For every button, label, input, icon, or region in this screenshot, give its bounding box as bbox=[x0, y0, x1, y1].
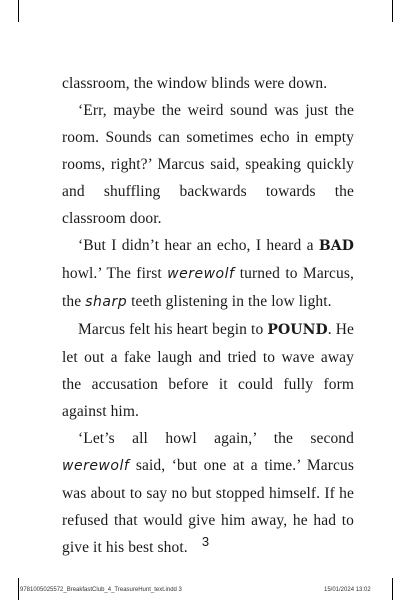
text-run: Marcus felt his heart begin to bbox=[78, 321, 268, 338]
crop-mark-bottom-right bbox=[392, 578, 393, 600]
text-run: said, ‘but one at a time.’ Marcus was about to say no but stopped himself. If he refused that would give him away, he had to give it his best shot. bbox=[62, 457, 354, 556]
crop-mark-top-left bbox=[18, 0, 19, 22]
text-run: howl.’ The first bbox=[62, 265, 168, 282]
text-run: . He let out a fake laugh and tried to wave away the accusation before it could fully form against him. bbox=[62, 321, 354, 420]
body-text bbox=[62, 70, 354, 561]
crop-mark-bottom-left bbox=[18, 578, 19, 600]
paragraph bbox=[62, 232, 354, 316]
crop-mark-top-right bbox=[392, 0, 393, 22]
slug-date-time: 15/01/2024 13:02 bbox=[324, 587, 371, 593]
emphasis-stylized: werewolf bbox=[167, 266, 235, 282]
text-run: turned to Marcus, the bbox=[62, 265, 354, 310]
paragraph bbox=[62, 70, 354, 97]
text-run: ‘Let’s all howl again,’ the second bbox=[78, 430, 354, 447]
paragraph bbox=[62, 97, 354, 232]
text-run: teeth glistening in the low light. bbox=[127, 293, 332, 310]
emphasis-stylized: sharp bbox=[85, 294, 128, 310]
text-run: ‘Err, maybe the weird sound was just the room. Sounds can sometimes echo in empty rooms, right?’ Marcus said, speaking quickly and shuffling backwards towards the classroom door. bbox=[62, 102, 354, 227]
page-number: 3 bbox=[201, 534, 210, 549]
emphasis-bold: BAD bbox=[318, 238, 354, 254]
text-run: classroom, the window blinds were down. bbox=[62, 75, 328, 92]
paragraph bbox=[62, 316, 354, 425]
emphasis-stylized: werewolf bbox=[62, 458, 130, 474]
slug-file-info: 9781005025572_BreakfastClub_4_TreasureHunt_text.indd 3 bbox=[20, 587, 182, 593]
emphasis-bold: POUND bbox=[267, 322, 328, 338]
text-run: ‘But I didn’t hear an echo, I heard a bbox=[78, 237, 319, 254]
